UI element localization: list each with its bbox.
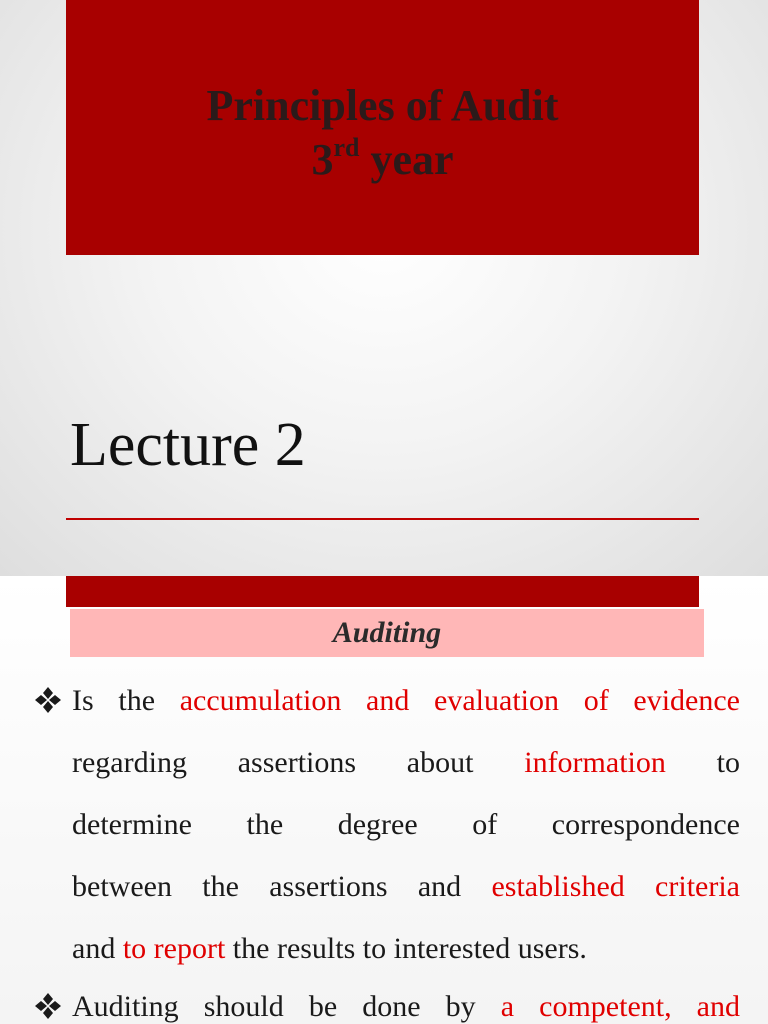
four-diamond-bullet-icon (34, 992, 62, 1020)
year-number: 3 (311, 134, 334, 184)
bullet1-line3: determine the degree of correspondence (72, 808, 740, 841)
lecture-heading: Lecture 2 (70, 411, 306, 479)
slide-subtitle (311, 133, 453, 187)
bullet1-line2: regarding assertions about information to (72, 746, 740, 779)
bullet1-line1: Is the accumulation and evaluation of evidence (72, 684, 740, 717)
top-accent-bar (66, 576, 699, 607)
bullet1-line5: and to report the results to interested users. (72, 932, 587, 965)
bullet1-line4: between the assertions and established criteria (72, 870, 740, 903)
four-diamond-bullet-icon (34, 686, 62, 714)
section-heading: Auditing (332, 616, 442, 649)
year-label: year (359, 134, 454, 184)
bullet-definition (72, 670, 740, 980)
heading-band (70, 609, 704, 657)
bullet-competence (72, 976, 740, 1024)
title-box (66, 0, 699, 255)
bullet2-line1: Auditing should be done by a competent, and (72, 990, 741, 1023)
content-slide (0, 576, 768, 1024)
year-ordinal: rd (333, 132, 360, 162)
slide-title: Principles of Audit (206, 80, 559, 130)
title-divider (66, 518, 699, 520)
